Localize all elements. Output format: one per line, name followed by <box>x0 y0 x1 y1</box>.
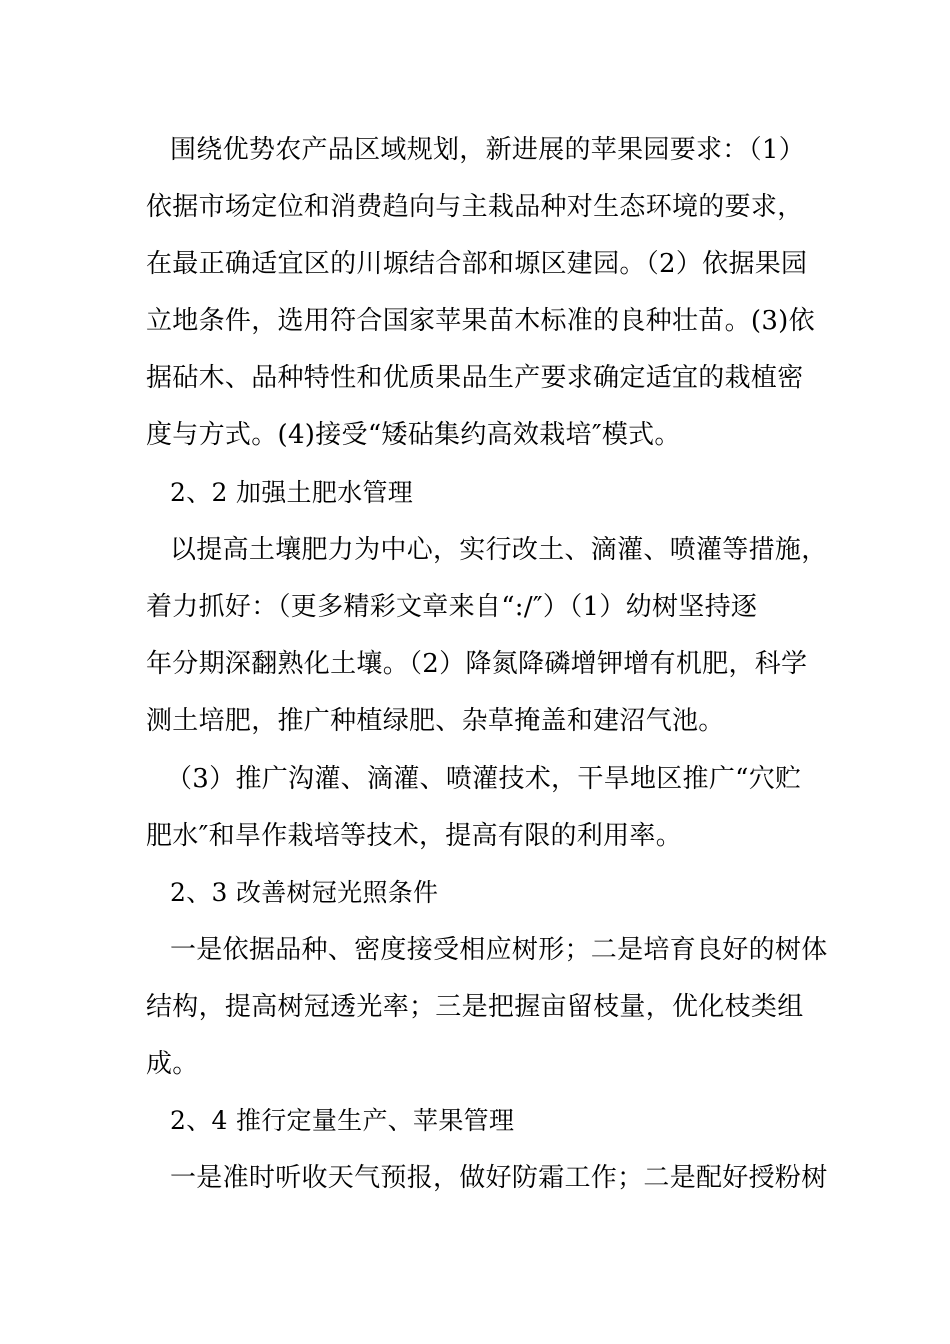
paragraph-line: 一是准时听收天气预报，做好防霜工作；二是配好授粉树 <box>170 1163 828 1193</box>
paragraph-line: 成。 <box>146 1049 199 1079</box>
paragraph-line: 依据市场定位和消费趋向与主栽品种对生态环境的要求， <box>146 192 804 222</box>
paragraph-line: 一是依据品种、密度接受相应树形；二是培育良好的树体 <box>170 935 828 965</box>
section-heading: 2、4 推行定量生产、苹果管理 <box>170 1106 515 1135</box>
paragraph-line: 度与方式。(4)接受“矮砧集约高效栽培″模式。 <box>146 420 681 450</box>
section-heading: 2、2 加强土肥水管理 <box>170 478 414 507</box>
paragraph-line: 立地条件，选用符合国家苹果苗木标准的良种壮苗。(3)依 <box>146 306 815 336</box>
section-heading: 2、3 改善树冠光照条件 <box>170 878 439 907</box>
paragraph-line: 在最正确适宜区的川塬结合部和塬区建园。（2）依据果园 <box>146 249 808 279</box>
paragraph-line: 年分期深翻熟化土壤。（2）降氮降磷增钾增有机肥，科学 <box>146 649 808 679</box>
paragraph-line: 着力抓好：（更多精彩文章来自“:/″）（1）幼树坚持逐 <box>146 592 758 622</box>
paragraph-line: 测土培肥，推广种植绿肥、杂草掩盖和建沼气池。 <box>146 706 725 736</box>
paragraph-line: 围绕优势农产品区域规划，新进展的苹果园要求：（1） <box>170 135 806 165</box>
paragraph-line: 据砧木、品种特性和优质果品生产要求确定适宜的栽植密 <box>146 363 804 393</box>
paragraph-line: （3）推广沟灌、滴灌、喷灌技术，干旱地区推广“穴贮 <box>166 764 802 794</box>
paragraph-line: 肥水″和旱作栽培等技术，提高有限的利用率。 <box>146 821 683 851</box>
paragraph-line: 以提高土壤肥力为中心，实行改土、滴灌、喷灌等措施， <box>170 535 828 565</box>
paragraph-line: 结构，提高树冠透光率；三是把握亩留枝量，优化枝类组 <box>146 992 804 1022</box>
